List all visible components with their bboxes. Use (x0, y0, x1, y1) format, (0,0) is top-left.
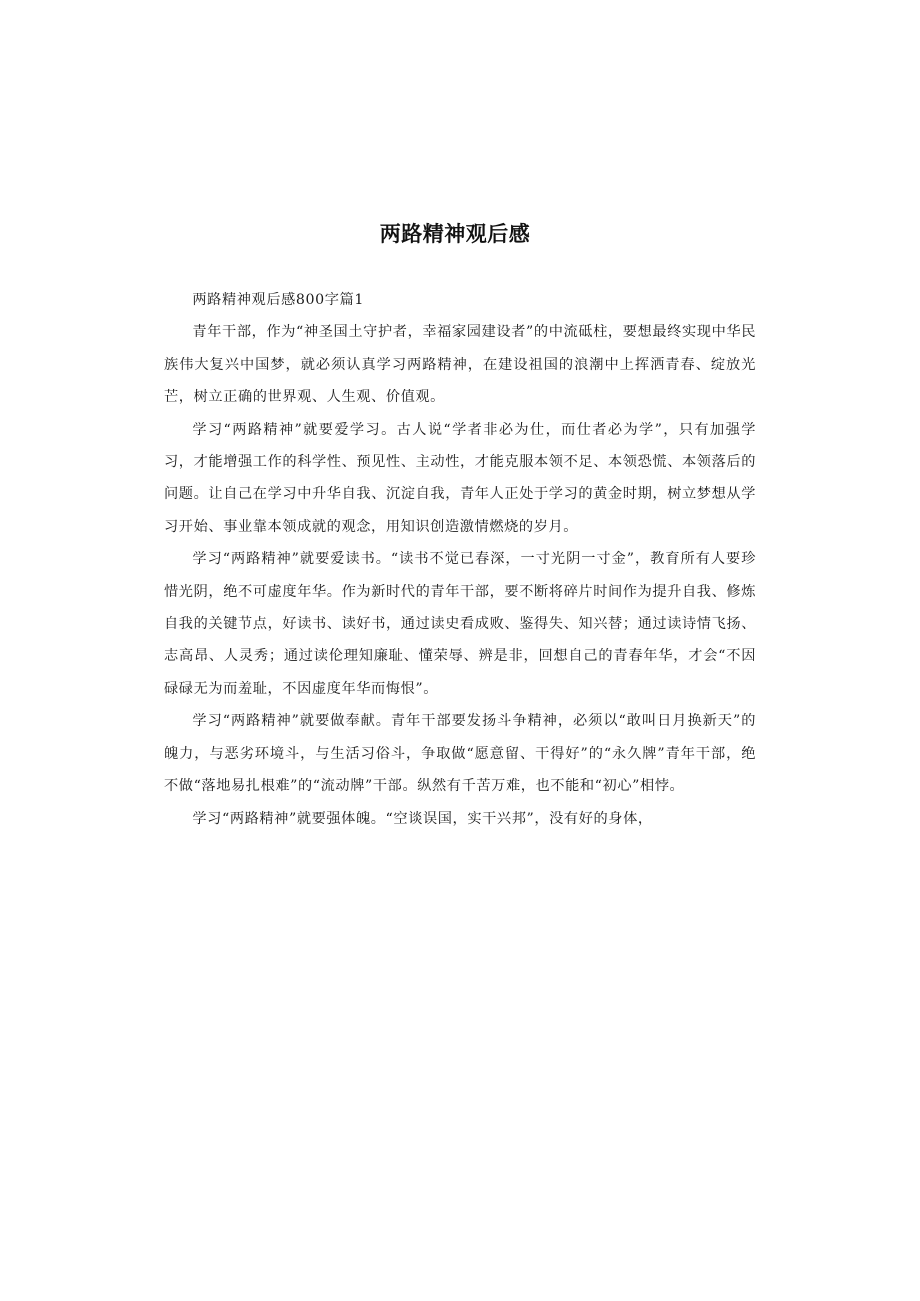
paragraph: 学习“两路精神”就要爱学习。古人说“学者非必为仕，而仕者必为学”，只有加强学习，才能增强工作的科学性、预见性、主动性，才能克服本领不足、本领恐慌、本领落后的问题。让自己在学习中升华自我、沉淀自我，青年人正处于学习的黄金时期，树立梦想从学习开始、事业靠本领成就的观念，用知识创造激情燃烧的岁月。 (164, 421, 756, 535)
document-title: 两路精神观后感 (379, 222, 531, 246)
document-subtitle: 两路精神观后感800字篇1 (192, 292, 364, 308)
document-body (164, 284, 756, 835)
paragraph: 学习“两路精神”就要做奉献。青年干部要发扬斗争精神，必须以“敢叫日月换新天”的魄力，与恶劣环境斗，与生活习俗斗，争取做“愿意留、干得好”的“永久牌”青年干部，绝不做“落地易扎根难”的“流动牌”干部。纵然有千苦万难，也不能和“初心”相悖。 (164, 713, 756, 795)
paragraph: 学习“两路精神”就要爱读书。“读书不觉已春深，一寸光阴一寸金”，教育所有人要珍惜光阴，绝不可虚度年华。作为新时代的青年干部，要不断将碎片时间作为提升自我、修炼自我的关键节点，好读书、读好书，通过读史看成败、鉴得失、知兴替；通过读诗情飞扬、志高昂、人灵秀；通过读伦理知廉耻、懂荣辱、辨是非，回想自己的青春年华，才会“不因碌碌无为而羞耻，不因虚度年华而悔恨”。 (164, 551, 756, 697)
paragraph: 学习“两路精神”就要强体魄。“空谈误国，实干兴邦”，没有好的身体， (192, 810, 653, 827)
paragraph: 青年干部，作为“神圣国土守护者，幸福家园建设者”的中流砥柱，要想最终实现中华民族伟大复兴中国梦，就必须认真学习两路精神，在建设祖国的浪潮中上挥洒青春、绽放光芒，树立正确的世界观、人生观、价值观。 (164, 324, 756, 406)
